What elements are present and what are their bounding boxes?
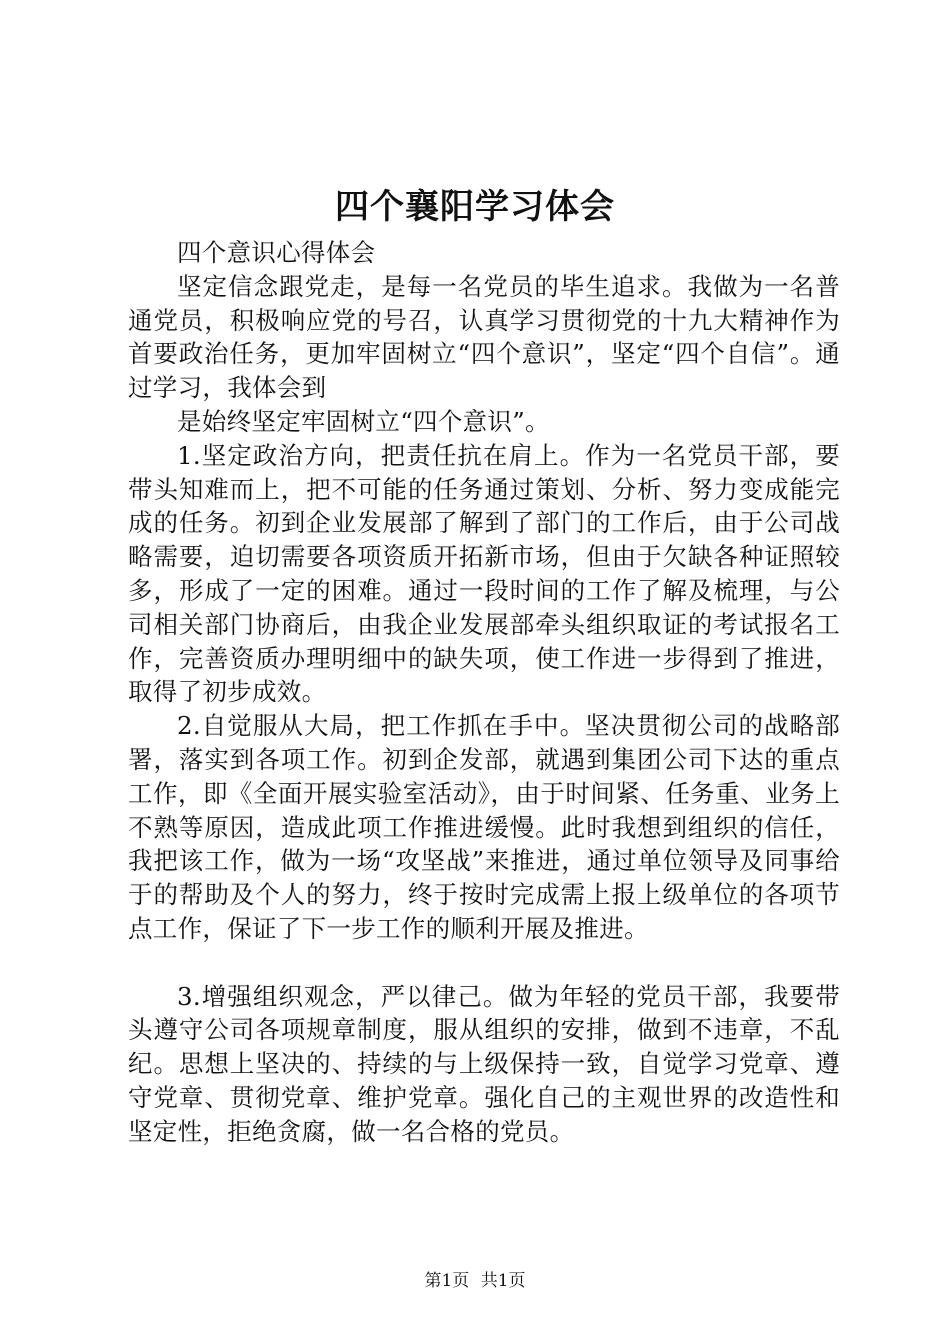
paragraph-point-2: 2.自觉服从大局，把工作抓在手中。坚决贯彻公司的战略部署，落实到各项工作。初到企发部，就遇到集团公司下达的重点工作，即《全面开展实验室活动》，由于时间紧、任务重、业务上不熟等原因，造成此项工作推进缓慢。此时我想到组织的信任，我把该工作，做为一场“攻坚战”来推进，通过单位领导及同事给于的帮助及个人的努力，终于按时完成需上报上级单位的各项节点工作，保证了下一步工作的顺利开展及推进。	[128, 711, 840, 943]
page-number: 第1页	[424, 1271, 470, 1291]
page-footer	[0, 1270, 950, 1292]
paragraph-subtitle: 四个意识心得体会	[177, 238, 376, 267]
paragraph-point-3: 3.增强组织观念，严以律己。做为年轻的党员干部，我要带头遵守公司各项规章制度，服从组织的安排，做到不违章，不乱纪。思想上坚决的、持续的与上级保持一致，自觉学习党章、遵守党章、贯彻党章、维护党章。强化自己的主观世界的改造性和坚定性，拒绝贪腐，做一名合格的党员。	[128, 981, 840, 1146]
page-total: 共1页	[480, 1271, 526, 1291]
paragraph-summary: 是始终坚定牢固树立“四个意识”。	[177, 406, 550, 436]
document-title: 四个襄阳学习体会	[335, 187, 615, 227]
paragraph-intro: 坚定信念跟党走，是每一名党员的毕生追求。我做为一名普通党员，积极响应党的号召，认真学习贯彻党的十九大精神作为首要政治任务，更加牢固树立“四个意识”，坚定“四个自信”。通过学习，我体会到	[128, 271, 840, 403]
paragraph-point-1: 1.坚定政治方向，把责任抗在肩上。作为一名党员干部，要带头知难而上，把不可能的任务通过策划、分析、努力变成能完成的任务。初到企业发展部了解到了部门的工作后，由于公司战略需要，迫切需要各项资质开拓新市场，但由于欠缺各种证照较多，形成了一定的困难。通过一段时间的工作了解及梳理，与公司相关部门协商后，由我企业发展部牵头组织取证的考试报名工作，完善资质办理明细中的缺失项，使工作进一步得到了推进，取得了初步成效。	[128, 440, 840, 707]
document-body	[128, 236, 840, 1149]
